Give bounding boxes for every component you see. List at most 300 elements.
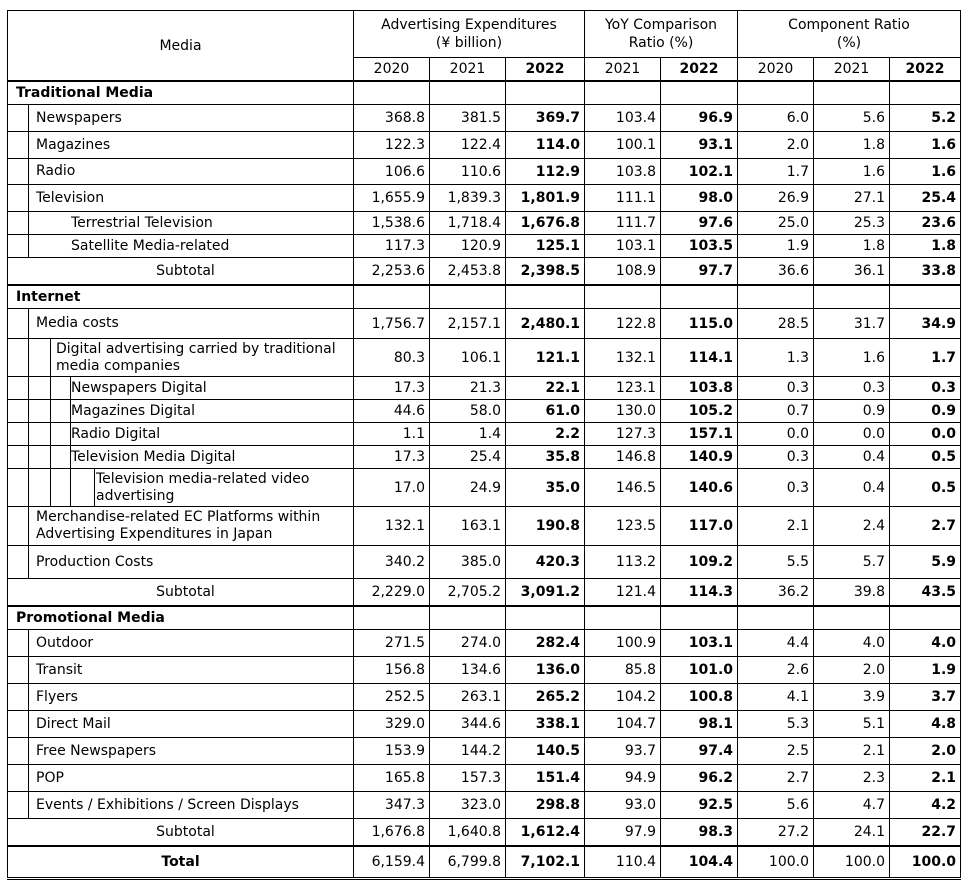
value-cell: 100.0 — [890, 846, 961, 879]
row-label-cell — [8, 819, 354, 847]
section-row-internet — [8, 285, 961, 309]
row-label: Merchandise-related EC Platforms within Advertising Expenditures in Japan — [36, 509, 321, 542]
row-label-cell — [8, 235, 354, 258]
indent-guide — [28, 765, 29, 791]
value-cell: 323.0 — [430, 792, 506, 819]
value-cell: 36.2 — [738, 579, 814, 607]
indent-guide — [50, 400, 51, 422]
value-cell: 1.6 — [814, 159, 890, 185]
indent-guide — [28, 132, 29, 158]
value-cell: 2,480.1 — [506, 309, 585, 339]
value-cell: 1.6 — [890, 159, 961, 185]
value-cell: 27.1 — [814, 185, 890, 212]
value-cell: 35.8 — [506, 446, 585, 469]
empty-cell — [738, 285, 814, 309]
value-cell: 104.2 — [585, 684, 661, 711]
indent-guide — [28, 185, 29, 211]
value-cell: 2,453.8 — [430, 258, 506, 286]
value-cell: 0.0 — [738, 423, 814, 446]
value-cell: 106.1 — [430, 339, 506, 377]
value-cell: 132.1 — [585, 339, 661, 377]
value-cell: 1,676.8 — [354, 819, 430, 847]
value-cell: 25.4 — [890, 185, 961, 212]
value-cell: 2.3 — [814, 765, 890, 792]
row-label: Flyers — [36, 688, 78, 705]
row-label: Newspapers Digital — [71, 379, 207, 396]
value-cell: 23.6 — [890, 212, 961, 235]
value-cell: 4.0 — [814, 630, 890, 657]
value-cell: 1,538.6 — [354, 212, 430, 235]
value-cell: 5.5 — [738, 546, 814, 579]
indent-guide — [28, 546, 29, 578]
value-cell: 2.0 — [738, 132, 814, 159]
row-label-cell — [8, 423, 354, 446]
value-cell: 1.9 — [890, 657, 961, 684]
value-cell: 2,705.2 — [430, 579, 506, 607]
value-cell: 80.3 — [354, 339, 430, 377]
indent-guide — [28, 212, 29, 234]
value-cell: 151.4 — [506, 765, 585, 792]
row-label: Media costs — [36, 315, 119, 331]
value-cell: 39.8 — [814, 579, 890, 607]
indent-guide — [28, 339, 29, 376]
header-yoy: YoY Comparison Ratio (%) — [585, 11, 738, 58]
indent-guide — [28, 105, 29, 131]
value-cell: 115.0 — [661, 309, 738, 339]
value-cell: 368.8 — [354, 105, 430, 132]
row-label: Free Newspapers — [36, 742, 157, 759]
value-cell: 100.0 — [738, 846, 814, 879]
row-label: Subtotal — [156, 583, 215, 600]
value-cell: 1.4 — [430, 423, 506, 446]
row-label: Magazines Digital — [71, 402, 195, 419]
table-row-radio-digital — [8, 423, 961, 446]
table-row-int-subtotal — [8, 579, 961, 607]
row-label-cell — [8, 446, 354, 469]
row-label: Magazines — [36, 136, 111, 153]
value-cell: 132.1 — [354, 507, 430, 546]
value-cell: 97.6 — [661, 212, 738, 235]
empty-cell — [661, 81, 738, 105]
value-cell: 121.1 — [506, 339, 585, 377]
value-cell: 4.8 — [890, 711, 961, 738]
row-label: Events / Exhibitions / Screen Displays — [36, 796, 299, 813]
indent-guide — [28, 159, 29, 184]
value-cell: 22.7 — [890, 819, 961, 847]
value-cell: 1,640.8 — [430, 819, 506, 847]
indent-guide — [28, 657, 29, 683]
value-cell: 97.7 — [661, 258, 738, 286]
value-cell: 1,801.9 — [506, 185, 585, 212]
section-label: Traditional Media — [16, 84, 154, 101]
empty-cell — [585, 606, 661, 630]
row-label-cell — [8, 469, 354, 507]
value-cell: 1.8 — [814, 132, 890, 159]
value-cell: 420.3 — [506, 546, 585, 579]
indent-guide — [28, 469, 29, 506]
value-cell: 117.0 — [661, 507, 738, 546]
value-cell: 3,091.2 — [506, 579, 585, 607]
table-row-outdoor — [8, 630, 961, 657]
value-cell: 3.7 — [890, 684, 961, 711]
empty-cell — [661, 606, 738, 630]
empty-cell — [814, 606, 890, 630]
value-cell: 163.1 — [430, 507, 506, 546]
value-cell: 106.6 — [354, 159, 430, 185]
indent-guide — [28, 309, 29, 338]
value-cell: 385.0 — [430, 546, 506, 579]
value-cell: 6,799.8 — [430, 846, 506, 879]
table-row-tv-digital — [8, 446, 961, 469]
table-row-events — [8, 792, 961, 819]
row-label: POP — [36, 769, 64, 786]
value-cell: 146.8 — [585, 446, 661, 469]
value-cell: 103.8 — [585, 159, 661, 185]
advertising-expenditures-table — [7, 10, 961, 880]
value-cell: 97.4 — [661, 738, 738, 765]
row-label-cell — [8, 657, 354, 684]
empty-cell — [506, 285, 585, 309]
table-row-production — [8, 546, 961, 579]
value-cell: 5.7 — [814, 546, 890, 579]
table-row-transit — [8, 657, 961, 684]
value-cell: 104.7 — [585, 711, 661, 738]
value-cell: 5.2 — [890, 105, 961, 132]
row-label-cell — [8, 400, 354, 423]
row-label: Terrestrial Television — [71, 214, 213, 231]
value-cell: 1.8 — [890, 235, 961, 258]
empty-cell — [814, 81, 890, 105]
value-cell: 2.1 — [890, 765, 961, 792]
year-header: 2022 — [661, 58, 738, 82]
section-row-promotional — [8, 606, 961, 630]
indent-guide — [50, 446, 51, 468]
value-cell: 2.2 — [506, 423, 585, 446]
row-label: Satellite Media-related — [71, 237, 230, 254]
section-label: Internet — [16, 288, 81, 305]
value-cell: 24.9 — [430, 469, 506, 507]
row-label-cell — [8, 711, 354, 738]
table-row-trad-subtotal — [8, 258, 961, 286]
value-cell: 1,718.4 — [430, 212, 506, 235]
value-cell: 127.3 — [585, 423, 661, 446]
value-cell: 0.9 — [890, 400, 961, 423]
value-cell: 0.4 — [814, 469, 890, 507]
value-cell: 98.3 — [661, 819, 738, 847]
table-row-direct-mail — [8, 711, 961, 738]
value-cell: 140.9 — [661, 446, 738, 469]
value-cell: 117.3 — [354, 235, 430, 258]
value-cell: 61.0 — [506, 400, 585, 423]
value-cell: 0.9 — [814, 400, 890, 423]
value-cell: 2.6 — [738, 657, 814, 684]
indent-guide — [28, 377, 29, 399]
value-cell: 103.1 — [661, 630, 738, 657]
value-cell: 4.0 — [890, 630, 961, 657]
value-cell: 1.6 — [814, 339, 890, 377]
table-row-magazines — [8, 132, 961, 159]
value-cell: 144.2 — [430, 738, 506, 765]
row-label-cell — [8, 684, 354, 711]
value-cell: 103.1 — [585, 235, 661, 258]
row-label: Radio Digital — [71, 425, 161, 442]
year-header: 2020 — [354, 58, 430, 82]
value-cell: 58.0 — [430, 400, 506, 423]
value-cell: 1,655.9 — [354, 185, 430, 212]
value-cell: 85.8 — [585, 657, 661, 684]
section-row-traditional — [8, 81, 961, 105]
table-row-digital-trad — [8, 339, 961, 377]
value-cell: 34.9 — [890, 309, 961, 339]
value-cell: 2.7 — [890, 507, 961, 546]
year-header: 2021 — [585, 58, 661, 82]
row-label-cell — [8, 212, 354, 235]
table-row-ec-platforms — [8, 507, 961, 546]
row-label-cell — [8, 309, 354, 339]
value-cell: 381.5 — [430, 105, 506, 132]
value-cell: 0.3 — [814, 377, 890, 400]
value-cell: 274.0 — [430, 630, 506, 657]
table-row-flyers — [8, 684, 961, 711]
row-label: Television Media Digital — [71, 448, 236, 465]
row-label-cell — [8, 546, 354, 579]
value-cell: 98.0 — [661, 185, 738, 212]
value-cell: 329.0 — [354, 711, 430, 738]
row-label: Total — [161, 853, 200, 870]
value-cell: 93.0 — [585, 792, 661, 819]
row-label-cell — [8, 738, 354, 765]
value-cell: 3.9 — [814, 684, 890, 711]
value-cell: 2.0 — [814, 657, 890, 684]
indent-guide — [28, 738, 29, 764]
value-cell: 190.8 — [506, 507, 585, 546]
table-row-terrestrial — [8, 212, 961, 235]
value-cell: 122.3 — [354, 132, 430, 159]
value-cell: 146.5 — [585, 469, 661, 507]
value-cell: 1.7 — [738, 159, 814, 185]
indent-guide — [94, 469, 95, 506]
value-cell: 2.7 — [738, 765, 814, 792]
indent-guide — [28, 630, 29, 656]
row-label-cell — [8, 630, 354, 657]
indent-guide — [50, 377, 51, 399]
value-cell: 0.3 — [738, 469, 814, 507]
value-cell: 100.9 — [585, 630, 661, 657]
value-cell: 0.7 — [738, 400, 814, 423]
value-cell: 4.7 — [814, 792, 890, 819]
value-cell: 93.7 — [585, 738, 661, 765]
header-ad-expenditures: Advertising Expenditures (¥ billion) — [354, 11, 585, 58]
value-cell: 36.1 — [814, 258, 890, 286]
empty-cell — [430, 285, 506, 309]
value-cell: 4.4 — [738, 630, 814, 657]
value-cell: 17.3 — [354, 446, 430, 469]
value-cell: 157.1 — [661, 423, 738, 446]
value-cell: 5.3 — [738, 711, 814, 738]
year-header: 2022 — [890, 58, 961, 82]
table-row-pop — [8, 765, 961, 792]
header-media: Media — [8, 11, 354, 82]
row-label: Television — [36, 189, 105, 206]
table-row-mag-digital — [8, 400, 961, 423]
row-label: Television media-related video advertising — [96, 470, 310, 504]
row-label-cell — [8, 846, 354, 879]
value-cell: 5.9 — [890, 546, 961, 579]
value-cell: 5.1 — [814, 711, 890, 738]
value-cell: 120.9 — [430, 235, 506, 258]
value-cell: 114.0 — [506, 132, 585, 159]
row-label: Radio — [36, 163, 76, 179]
table-row-free-news — [8, 738, 961, 765]
value-cell: 111.7 — [585, 212, 661, 235]
value-cell: 271.5 — [354, 630, 430, 657]
row-label-cell — [8, 579, 354, 607]
row-label: Subtotal — [156, 823, 215, 840]
value-cell: 36.6 — [738, 258, 814, 286]
value-cell: 121.4 — [585, 579, 661, 607]
value-cell: 31.7 — [814, 309, 890, 339]
value-cell: 25.4 — [430, 446, 506, 469]
indent-guide — [28, 423, 29, 445]
indent-guide — [28, 400, 29, 422]
empty-cell — [506, 81, 585, 105]
empty-cell — [890, 81, 961, 105]
table-row-satellite — [8, 235, 961, 258]
value-cell: 114.1 — [661, 339, 738, 377]
value-cell: 125.1 — [506, 235, 585, 258]
value-cell: 1,612.4 — [506, 819, 585, 847]
value-cell: 0.5 — [890, 469, 961, 507]
value-cell: 2,157.1 — [430, 309, 506, 339]
value-cell: 0.4 — [814, 446, 890, 469]
value-cell: 101.0 — [661, 657, 738, 684]
empty-cell — [890, 285, 961, 309]
value-cell: 103.8 — [661, 377, 738, 400]
value-cell: 21.3 — [430, 377, 506, 400]
table-row-media-costs — [8, 309, 961, 339]
value-cell: 2,229.0 — [354, 579, 430, 607]
row-label: Transit — [36, 661, 83, 678]
value-cell: 43.5 — [890, 579, 961, 607]
section-label: Promotional Media — [16, 609, 165, 626]
table-row-promo-subtotal — [8, 819, 961, 847]
value-cell: 6,159.4 — [354, 846, 430, 879]
empty-cell — [890, 606, 961, 630]
value-cell: 98.1 — [661, 711, 738, 738]
value-cell: 103.4 — [585, 105, 661, 132]
value-cell: 2.0 — [890, 738, 961, 765]
row-label-cell — [8, 792, 354, 819]
value-cell: 1.3 — [738, 339, 814, 377]
value-cell: 252.5 — [354, 684, 430, 711]
value-cell: 27.2 — [738, 819, 814, 847]
value-cell: 2.1 — [738, 507, 814, 546]
value-cell: 105.2 — [661, 400, 738, 423]
row-label: Subtotal — [156, 262, 215, 279]
empty-cell — [506, 606, 585, 630]
value-cell: 1.6 — [890, 132, 961, 159]
row-label: Digital advertising carried by traditional media companies — [56, 340, 336, 374]
empty-cell — [585, 81, 661, 105]
value-cell: 111.1 — [585, 185, 661, 212]
empty-cell — [354, 285, 430, 309]
value-cell: 94.9 — [585, 765, 661, 792]
indent-guide — [28, 684, 29, 710]
value-cell: 340.2 — [354, 546, 430, 579]
year-header: 2020 — [738, 58, 814, 82]
value-cell: 1.8 — [814, 235, 890, 258]
row-label-cell — [8, 258, 354, 286]
value-cell: 1.1 — [354, 423, 430, 446]
value-cell: 338.1 — [506, 711, 585, 738]
row-label: Outdoor — [36, 634, 94, 651]
value-cell: 1.9 — [738, 235, 814, 258]
table-row-radio — [8, 159, 961, 185]
value-cell: 344.6 — [430, 711, 506, 738]
value-cell: 103.5 — [661, 235, 738, 258]
row-label-cell — [8, 507, 354, 546]
value-cell: 1,839.3 — [430, 185, 506, 212]
table-row-newspapers — [8, 105, 961, 132]
indent-guide — [70, 469, 71, 506]
value-cell: 1.7 — [890, 339, 961, 377]
empty-cell — [814, 285, 890, 309]
empty-cell — [738, 81, 814, 105]
value-cell: 156.8 — [354, 657, 430, 684]
value-cell: 100.8 — [661, 684, 738, 711]
value-cell: 1,676.8 — [506, 212, 585, 235]
value-cell: 102.1 — [661, 159, 738, 185]
value-cell: 5.6 — [814, 105, 890, 132]
value-cell: 123.5 — [585, 507, 661, 546]
value-cell: 22.1 — [506, 377, 585, 400]
value-cell: 44.6 — [354, 400, 430, 423]
value-cell: 140.5 — [506, 738, 585, 765]
indent-guide — [50, 423, 51, 445]
value-cell: 157.3 — [430, 765, 506, 792]
row-label: Production Costs — [36, 553, 154, 570]
value-cell: 17.0 — [354, 469, 430, 507]
row-label-cell — [8, 105, 354, 132]
value-cell: 7,102.1 — [506, 846, 585, 879]
value-cell: 282.4 — [506, 630, 585, 657]
year-header: 2022 — [506, 58, 585, 82]
value-cell: 5.6 — [738, 792, 814, 819]
row-label-cell — [8, 185, 354, 212]
table-row-news-digital — [8, 377, 961, 400]
value-cell: 35.0 — [506, 469, 585, 507]
value-cell: 97.9 — [585, 819, 661, 847]
empty-cell — [661, 285, 738, 309]
indent-guide — [28, 792, 29, 818]
value-cell: 263.1 — [430, 684, 506, 711]
row-label-cell — [8, 765, 354, 792]
value-cell: 25.3 — [814, 212, 890, 235]
value-cell: 2.1 — [814, 738, 890, 765]
value-cell: 100.0 — [814, 846, 890, 879]
value-cell: 92.5 — [661, 792, 738, 819]
table-row-tv-video — [8, 469, 961, 507]
value-cell: 265.2 — [506, 684, 585, 711]
value-cell: 112.9 — [506, 159, 585, 185]
value-cell: 100.1 — [585, 132, 661, 159]
table-row-television — [8, 185, 961, 212]
value-cell: 6.0 — [738, 105, 814, 132]
row-label-cell — [8, 377, 354, 400]
value-cell: 0.0 — [814, 423, 890, 446]
value-cell: 2.4 — [814, 507, 890, 546]
row-label-cell — [8, 132, 354, 159]
